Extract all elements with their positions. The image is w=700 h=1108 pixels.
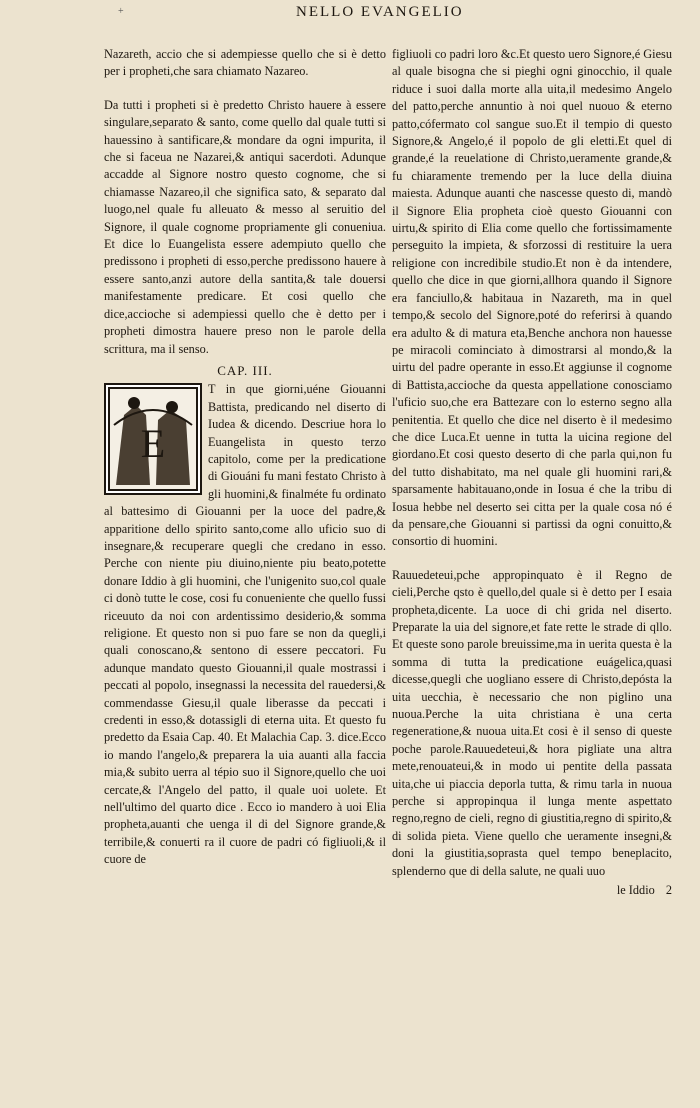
signature-mark: 2 — [665, 883, 672, 898]
running-title: NELLO EVANGELIO — [296, 4, 464, 20]
corner-mark: + — [118, 6, 124, 17]
left-column — [104, 46, 386, 869]
chapter-heading: CAP. III. — [217, 362, 273, 378]
left-paragraph-1: Nazareth, accio che si adempiesse quello che si è detto per i propheti,che sara chiamato Nazareo. — [104, 47, 386, 79]
right-paragraph-1: figliuoli co padri loro &c.Et questo uero Signore,é Giesu al quale bisogna che si pieghi ogni ginocchio, il quale riduce i suoi dalla morte alla uita,il medesimo Angelo del patto,perche annuntio à noi quel nuouo & eterno patto,cófermato col sangue suo.Et il tempio di questo Signore,& Angelo,é il popolo de gli eletti.Et quel di grande,é la reuelatione di Christo,ueramente grande,& fu chiaramente tremendo per la luce della diuina maiesta. Adunque auanti che nascesse questo di, mandò il Signore Elia propheta cioè questo Giouanni con uirtu,& spirito di Elia come quello che fortissimamente perseguito la impieta, & sforzossi di restituire la uera religione con incredibile studio.Et non è da intendere, quello che dice in que giorni,allhora quando il Signore era fanciullo,& habitaua in Nazareth, ma in quel tempo,& secolo del Signore,poté do referirsi à quando era adulto & di matura eta,Benche anchora non hauesse pe miracoli cominciato à dimostrarsi al mondo,& la uirtu del padre operante in esso.Et aggiunse il cognome di Battista,accioche da questa appellatione conosciamo l'uficio suo,che era Battezare con lo esterno segno alla penitentia. Et quello che dice nel diserto è il medesimo che dice Luca.Et uenne in tutta la uicina regione del giordano.Et cosi questo deserto di che parla qui,non fu del tutto dishabitato, ma nel quale gli huomini rari,& sparsamente habitauano,onde in Iosua é che la tribu di Iosua hebbe nel deserto sei citta per la quale cosa nó é da pensare,che Giouanni si partissi da ogni conuitto,& consortio di huomini. — [392, 47, 672, 549]
right-column — [392, 46, 672, 900]
left-paragraph-2: Da tutti i propheti si è predetto Christo hauere à essere singulare,separato & santo, come quello dal quale tutti si hauessino à santificare,& mondare da ogni impurita, il che si faceua ne Nazarei,& antiqui sacerdoti. Adunque accadde al Signore nostro questo cognome, che si chiamasse Nazareo,il che significa sato, & separato dal luogo,nel quale fu alleuato & messo al seruitio del Signore, il quale cognome propriamente gli conueniua. Et dice lo Euangelista essere adempiuto quello che predissono i propheti di esso,perche predissono hauere à essere santo,anzi autore della santita,& tale douersi manifestamente predicare. Et cosi quello che dice,accioche si adempiessi quello che è detto per i propheti dimostra hauere preso non le parole della scrittura, ma il senso. — [104, 97, 386, 356]
right-paragraph-2: Rauuedeteui,pche appropinquato è il Regno de cieli,Perche qsto è quello,del quale si è detto per I esaia propheta,dicente. La uoce di chi grida nel diserto. Preparate la uia del signore,et fate rette le strade di qllo. Et queste sono parole breuissime,ma in uerita questa è la somma di tutta la predicatione euágelica,quasi dicesse,quegli che uogliano essere di Christo,depósta la uita uecchia, è necessario che non piglino una nuoua.Perche la uita christiana è una certa regeneratione,& nuoua uita.Et cosi è il senso di queste poche parole.Rauuedeteui,& hora pigliate una altra mete,renouateui,& in modo ui pentite della passata uita,che ui piaccia deporla tutta, & rimu tarla in nuoua perche si appropinqua il lunga mente aspettato regno,regno de cieli, regno di giustitia,regno di spirito,& di solida pieta. Viene quello che ueramente insegni,& doni la giustitia,soprasta quel tempo beneplacito, splenderno que di della salute, ne quali uuo — [392, 567, 672, 878]
svg-text:E: E — [140, 421, 166, 467]
woodcut-initial-illustration — [104, 383, 202, 495]
catchword: le Iddio — [616, 883, 655, 898]
chapter-text: T in que giorni,uéne Giouanni Battista, predicando nel diserto di Iudea & dicendo. Descriue hora lo Euangelista in questo terzo capitolo, come per la predicatione di Giouáni fu mani festato Christo à gli huomini,& finalméte fu ordinato al battesimo di Giouanni per la uoce del padre,& apparitione dello spirito santo,come allo uficio suo di insegnare,& recuperare quegli che credano in esso. Perche con niente piu diuino,niente piu beato,potette donare Iddio à gli huomini, che l'unigenito suo,col quale ci donò tutte le cose, cosi fu conueniente che quello fussi riceuuto da noi con ardentissimo desiderio,& somma religione. Et questo non si puo fare se non da quegli,i quali conoscano,& sentono di essere peccatori. Fu adunque mandato questo Giouanni,il quale mostrassi i peccati al popolo, insegnassi la necessita del rauedersi,& commendasse Giesu,il quale liberasse da peccati i credenti in esso,& dotassigli di eterna uita. Et questo fu predetto da Esaia Cap. 40. Et Malachia Cap. 3. dice.Ecco io mando l'angelo,& preparera la uia auanti alla faccia mia,& subito uerra al tépio suo il Signore,quello che uoi cercate,& l'Angelo del patto, il quale uoi uolete. Et nell'ultimo del quarto dice . Ecco io mandero à uoi Elia propheta,auanti che uenga il di del Signore grande,& terribile,& conuerti ra il cuore de padri có figliuoli,& il cuore de — [104, 382, 386, 867]
